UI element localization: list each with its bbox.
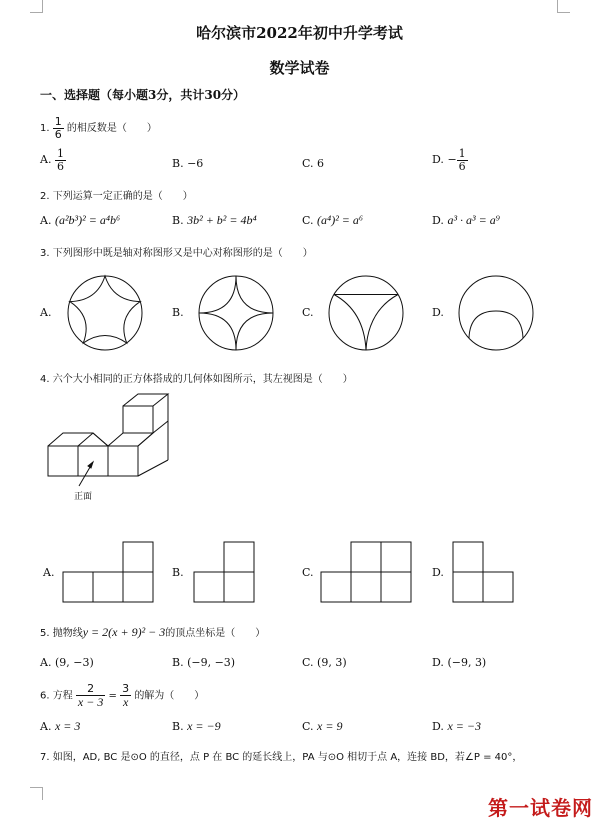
question-1 — [40, 116, 157, 140]
watermark-logo: 第一试卷网 — [488, 796, 593, 820]
fraction: $\frac{1}{6}$ — [458, 147, 466, 173]
crop-mark — [30, 787, 43, 800]
q3-figure-d[interactable] — [456, 273, 536, 353]
crop-mark — [557, 0, 570, 13]
q4-option-a-figure[interactable] — [62, 540, 154, 604]
question-number: 1. — [40, 123, 50, 135]
q4-solid-figure — [46, 392, 176, 502]
q3-option-a-label[interactable]: A. — [40, 306, 52, 319]
exam-title: 哈尔滨市2022年初中升学考试 — [196, 24, 403, 42]
question-6: 6. 方程 $\frac{2}{x - 3}$ = $\frac{3}{x}$ 的解为（ ） — [40, 682, 205, 709]
q1-option-b[interactable]: B. −6 — [172, 157, 204, 170]
q4-option-b-figure[interactable] — [193, 540, 255, 604]
q5-option-d[interactable]: D. (−9, 3) — [432, 656, 487, 669]
q5-option-a[interactable]: A. (9, −3) — [40, 656, 94, 669]
question-4: 4. 六个大小相同的正方体搭成的几何体如图所示，其左视图是（ ） — [40, 374, 353, 385]
front-label: 正面 — [74, 492, 93, 502]
q1-option-c[interactable]: C. 6 — [302, 157, 325, 170]
crop-mark — [30, 0, 43, 13]
fraction: $\frac{1}{6}$ — [56, 147, 64, 173]
q3-figure-b[interactable] — [196, 273, 276, 353]
q6-option-b[interactable]: B. x = −9 — [172, 719, 221, 733]
question-2: 2. 下列运算一定正确的是（ ） — [40, 191, 193, 202]
question-3: 3. 下列图形中既是轴对称图形又是中心对称图形的是（ ） — [40, 248, 313, 259]
fraction: $\frac{1}{6}$ — [54, 115, 62, 141]
q4-option-c-label[interactable]: C. — [302, 566, 314, 579]
q6-option-d[interactable]: D. x = −3 — [432, 719, 481, 733]
formula: y = 2(x + 9)² − 3 — [82, 625, 166, 639]
q4-option-d-figure[interactable] — [452, 540, 514, 604]
question-text: 的相反数是（ ） — [66, 123, 157, 135]
q4-option-b-label[interactable]: B. — [172, 566, 184, 579]
q2-option-d[interactable]: D. a³ · a³ = a⁹ — [432, 213, 500, 227]
q4-option-d-label[interactable]: D. — [432, 566, 444, 579]
fraction: $\frac{2}{x - 3}$ — [77, 682, 104, 709]
section-heading: 一、选择题（每小题3分，共计30分） — [40, 88, 246, 102]
q2-option-b[interactable]: B. 3b² + b² = 4b⁴ — [172, 213, 257, 227]
question-5: 5. 抛物线y = 2(x + 9)² − 3的顶点坐标是（ ） — [40, 625, 266, 639]
q1-option-d[interactable]: D. − $\frac{1}{6}$ — [432, 147, 466, 173]
q6-option-a[interactable]: A. x = 3 — [40, 719, 81, 733]
q2-option-a[interactable]: A. (a²b³)² = a⁴b⁶ — [40, 213, 121, 227]
q6-option-c[interactable]: C. x = 9 — [302, 719, 343, 733]
q2-option-c[interactable]: C. (a⁴)² = a⁶ — [302, 213, 364, 227]
q5-option-c[interactable]: C. (9, 3) — [302, 656, 347, 669]
q5-option-b[interactable]: B. (−9, −3) — [172, 656, 236, 669]
q3-figure-c[interactable] — [326, 273, 406, 353]
q1-option-a[interactable]: A. $\frac{1}{6}$ — [40, 147, 64, 173]
q4-option-c-figure[interactable] — [320, 540, 412, 604]
q3-option-c-label[interactable]: C. — [302, 306, 314, 319]
exam-subtitle: 数学试卷 — [269, 59, 330, 77]
question-7: 7. 如图，AD, BC 是⊙O 的直径，点 P 在 BC 的延长线上，PA 与⊙O 相切于点 A，连接 BD，若∠P = 40°， — [40, 752, 523, 763]
fraction: $\frac{3}{x}$ — [122, 682, 130, 709]
q3-option-b-label[interactable]: B. — [172, 306, 184, 319]
q3-figure-a[interactable] — [65, 273, 145, 353]
q3-option-d-label[interactable]: D. — [432, 306, 444, 319]
q4-option-a-label[interactable]: A. — [43, 566, 55, 579]
